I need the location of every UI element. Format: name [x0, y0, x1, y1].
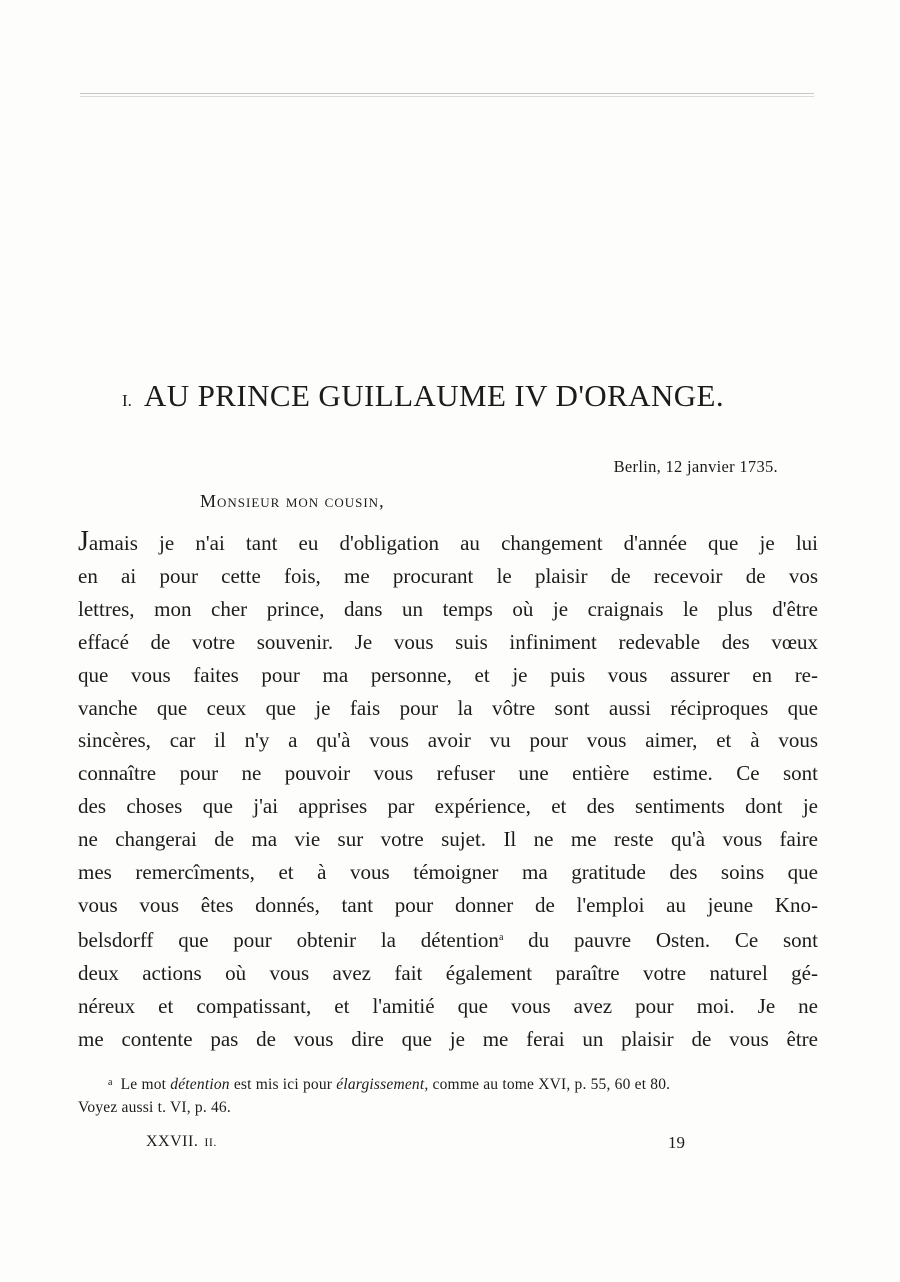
body-line: connaître pour ne pouvoir vous refuser une entière estime. Ce sont	[78, 761, 818, 786]
letter-body	[78, 526, 818, 1056]
page-number: 19	[668, 1133, 685, 1152]
body-line: mes remercîments, et à vous témoigner ma gratitude des soins que	[78, 860, 818, 885]
top-rule	[80, 93, 814, 94]
footnote-mark: a	[108, 1077, 113, 1088]
footnote	[78, 1071, 822, 1119]
body-line: sincères, car il n'y a qu'à vous avoir vu pour vous aimer, et à vous	[78, 728, 818, 753]
body-line: vous vous êtes donnés, tant pour donner de l'emploi au jeune Kno-	[78, 892, 818, 917]
letter-number: I.	[122, 391, 132, 410]
body-line: effacé de votre souvenir. Je vous suis infiniment redevable des vœux	[78, 629, 818, 654]
body-line: des choses que j'ai apprises par expérience, et des sentiments dont je	[78, 794, 818, 819]
top-rule-secondary	[80, 96, 814, 97]
letter-title: AU PRINCE GUILLAUME IV D'ORANGE.	[143, 378, 725, 413]
footnote-line: Voyez aussi t. VI, p. 46.	[78, 1099, 231, 1116]
body-line: néreux et compatissant, et l'amitié que vous avez pour moi. Je ne	[78, 993, 818, 1018]
body-line: belsdorff que pour obtenir la détention$^a$ du pauvre Osten. Ce sont	[78, 927, 819, 952]
letter-heading	[122, 378, 822, 414]
body-line: que vous faites pour ma personne, et je puis vous assurer en re-	[78, 662, 818, 687]
body-line: vanche que ceux que je fais pour la vôtre sont aussi réciproques que	[78, 695, 818, 720]
body-line: lettres, mon cher prince, dans un temps où je craignais le plus d'être	[78, 596, 818, 621]
volume-number: XXVII.	[146, 1133, 199, 1150]
body-line: deux actions où vous avez fait également paraître votre naturel gé-	[78, 960, 818, 985]
drop-initial: J	[78, 526, 89, 557]
body-line: Jamais je n'ai tant eu d'obligation au changement d'année que je lui	[78, 526, 818, 557]
dateline: Berlin, 12 janvier 1735.	[613, 457, 778, 476]
volume-signature	[146, 1133, 217, 1151]
body-line: me contente pas de vous dire que je me ferai un plaisir de vous être	[78, 1026, 818, 1051]
footnote-reference[interactable]: a	[498, 931, 504, 943]
footnote-line: $^a$ Le mot détention est mis ici pour élargissement, comme au tome XVI, p. 55, 60 et 80.	[108, 1076, 671, 1093]
body-line: ne changerai de ma vie sur votre sujet. Il ne me reste qu'à vous faire	[78, 827, 818, 852]
body-line: en ai pour cette fois, me procurant le plaisir de recevoir de vos	[78, 563, 818, 588]
salutation: Monsieur mon cousin,	[200, 491, 385, 511]
volume-part: II.	[204, 1135, 217, 1149]
